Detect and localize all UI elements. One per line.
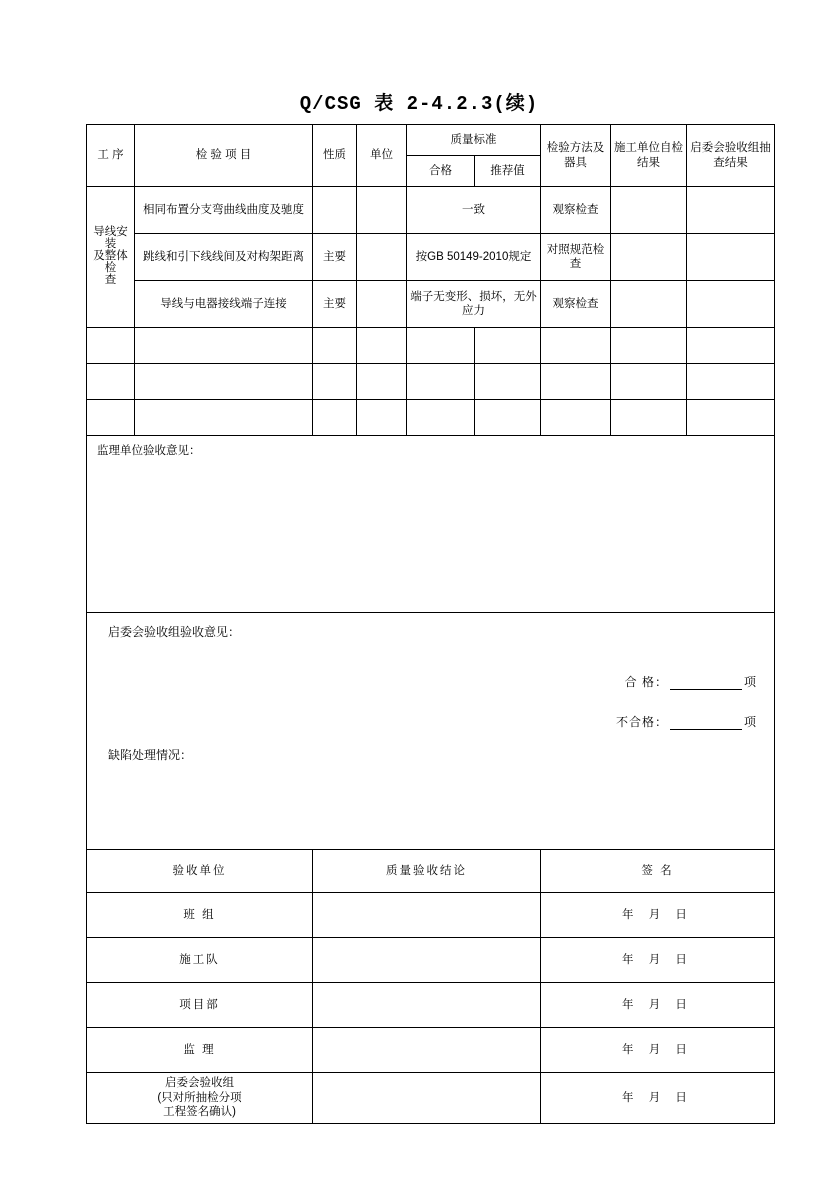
header-recommended: 推荐值 (475, 156, 541, 187)
header-spot-check: 启委会验收组抽查结果 (687, 125, 775, 187)
table-row (87, 234, 775, 281)
signature-unit: 启委会验收组 (只对所抽检分项 工程签名确认) (87, 1073, 313, 1124)
row-property (313, 187, 357, 234)
row-item: 相同布置分支弯曲线曲度及驰度 (135, 187, 313, 234)
empty-cell[interactable] (687, 400, 775, 436)
pass-unit: 项 (743, 675, 757, 689)
header-unit: 单位 (357, 125, 407, 187)
signature-date[interactable]: 年 月 日 (541, 1073, 775, 1124)
row-standard: 按GB 50149-2010规定 (407, 234, 541, 281)
empty-cell[interactable] (541, 400, 611, 436)
empty-cell[interactable] (407, 328, 475, 364)
empty-cell[interactable] (313, 328, 357, 364)
signature-row (87, 983, 775, 1028)
signature-conclusion[interactable] (313, 1028, 541, 1073)
header-property: 性质 (313, 125, 357, 187)
empty-cell[interactable] (87, 364, 135, 400)
pass-count-blank[interactable] (670, 676, 742, 690)
empty-cell[interactable] (135, 364, 313, 400)
process-label: 导线安装 及整体检 查 (87, 187, 135, 328)
inspection-table (86, 124, 775, 1124)
table-row (87, 281, 775, 328)
row-method: 观察检查 (541, 281, 611, 328)
header-seq: 工 序 (87, 125, 135, 187)
pass-count-line (625, 675, 757, 690)
signature-conclusion[interactable] (313, 893, 541, 938)
signature-conclusion[interactable] (313, 938, 541, 983)
signature-row (87, 938, 775, 983)
empty-cell[interactable] (313, 400, 357, 436)
row-self-check[interactable] (611, 234, 687, 281)
header-quality-standard: 质量标准 (407, 125, 541, 156)
empty-cell[interactable] (135, 328, 313, 364)
row-spot-check[interactable] (687, 187, 775, 234)
empty-cell[interactable] (541, 328, 611, 364)
row-unit (357, 234, 407, 281)
header-qualified: 合格 (407, 156, 475, 187)
empty-cell[interactable] (357, 400, 407, 436)
empty-cell[interactable] (611, 364, 687, 400)
signature-unit: 施工队 (87, 938, 313, 983)
signature-date[interactable]: 年 月 日 (541, 938, 775, 983)
committee-opinion-cell[interactable] (87, 613, 775, 850)
row-self-check[interactable] (611, 187, 687, 234)
signature-header-row (87, 850, 775, 893)
empty-cell[interactable] (475, 400, 541, 436)
row-unit (357, 187, 407, 234)
empty-cell[interactable] (407, 364, 475, 400)
table-row-empty (87, 328, 775, 364)
row-unit (357, 281, 407, 328)
table-row (87, 187, 775, 234)
supervision-opinion-row (87, 436, 775, 613)
empty-cell[interactable] (357, 364, 407, 400)
table-header-row (87, 125, 775, 156)
row-method: 观察检查 (541, 187, 611, 234)
empty-cell[interactable] (687, 328, 775, 364)
signature-unit: 班 组 (87, 893, 313, 938)
header-item: 检 验 项 目 (135, 125, 313, 187)
signature-row (87, 1028, 775, 1073)
table-row-empty (87, 400, 775, 436)
fail-count-blank[interactable] (670, 716, 742, 730)
row-property: 主要 (313, 281, 357, 328)
supervision-opinion-label[interactable]: 监理单位验收意见： (87, 436, 775, 613)
empty-cell[interactable] (687, 364, 775, 400)
pass-label: 合 格： (624, 675, 668, 689)
empty-cell[interactable] (407, 400, 475, 436)
row-self-check[interactable] (611, 281, 687, 328)
empty-cell[interactable] (357, 328, 407, 364)
signature-header-signature: 签 名 (541, 850, 775, 893)
row-spot-check[interactable] (687, 234, 775, 281)
empty-cell[interactable] (611, 328, 687, 364)
empty-cell[interactable] (87, 400, 135, 436)
defect-handling-label: 缺陷处理情况： (108, 748, 193, 762)
empty-cell[interactable] (87, 328, 135, 364)
page-title: Q/CSG 表 2-4.2.3(续) (299, 93, 539, 115)
signature-row (87, 1073, 775, 1124)
empty-cell[interactable] (541, 364, 611, 400)
signature-unit: 监 理 (87, 1028, 313, 1073)
empty-cell[interactable] (313, 364, 357, 400)
fail-label: 不合格： (615, 715, 668, 729)
committee-opinion-row (87, 613, 775, 850)
signature-date[interactable]: 年 月 日 (541, 1028, 775, 1073)
fail-unit: 项 (743, 715, 757, 729)
row-item: 导线与电器接线端子连接 (135, 281, 313, 328)
row-spot-check[interactable] (687, 281, 775, 328)
row-standard: 端子无变形、损坏，无外应力 (407, 281, 541, 328)
signature-date[interactable]: 年 月 日 (541, 893, 775, 938)
signature-conclusion[interactable] (313, 1073, 541, 1124)
header-self-check: 施工单位自检结果 (611, 125, 687, 187)
signature-date[interactable]: 年 月 日 (541, 983, 775, 1028)
header-method: 检验方法及器具 (541, 125, 611, 187)
signature-unit: 项目部 (87, 983, 313, 1028)
empty-cell[interactable] (135, 400, 313, 436)
signature-header-unit: 验收单位 (87, 850, 313, 893)
fail-count-line (616, 715, 757, 730)
committee-opinion-label: 启委会验收组验收意见： (108, 625, 241, 639)
signature-row (87, 893, 775, 938)
row-item: 跳线和引下线线间及对构架距离 (135, 234, 313, 281)
signature-conclusion[interactable] (313, 983, 541, 1028)
table-row-empty (87, 364, 775, 400)
empty-cell[interactable] (611, 400, 687, 436)
empty-cell[interactable] (475, 328, 541, 364)
row-standard: 一致 (407, 187, 541, 234)
row-property: 主要 (313, 234, 357, 281)
row-method: 对照规范检查 (541, 234, 611, 281)
signature-header-conclusion: 质量验收结论 (313, 850, 541, 893)
empty-cell[interactable] (475, 364, 541, 400)
